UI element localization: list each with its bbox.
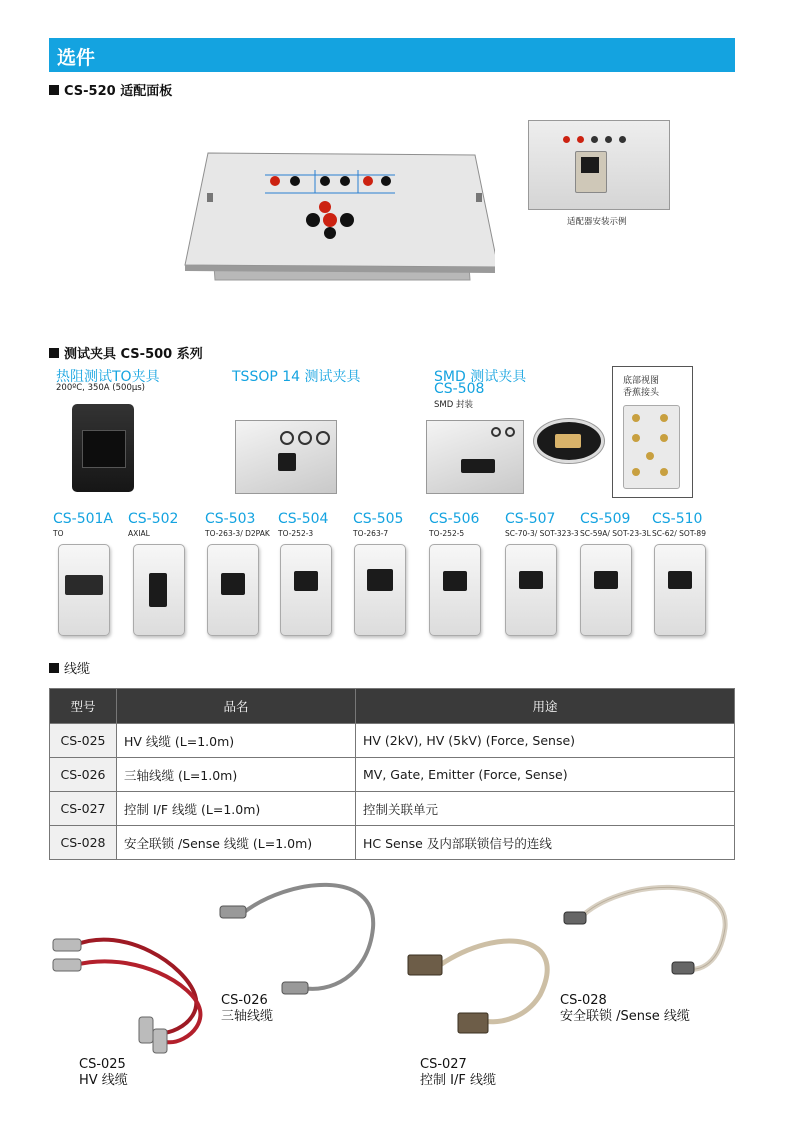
bottom-view-line2: 香蕉接头 — [623, 388, 660, 398]
section-banner — [49, 38, 735, 72]
col-header-name: 品名 — [117, 689, 356, 724]
cell-name: 控制 I/F 线缆 (L=1.0m) — [117, 792, 356, 826]
cable-label-model: CS-027 — [420, 1057, 467, 1072]
fixture-image-cs510 — [654, 544, 706, 636]
adapter-install-example-image — [528, 120, 670, 210]
fixture-sub-cs501a: TO — [53, 529, 64, 538]
cable-label-name: 控制 I/F 线缆 — [420, 1073, 496, 1088]
cell-name: 三轴线缆 (L=1.0m) — [117, 758, 356, 792]
section-heading-text: 线缆 — [64, 662, 91, 677]
fixture-model-cs503: CS-503 — [205, 511, 256, 527]
fixture-model-cs510: CS-510 — [652, 511, 703, 527]
fixture-title-smd: SMD 测试夹具 — [434, 369, 527, 385]
fixture-sub-cs506: TO-252-5 — [429, 529, 465, 538]
col-header-usage: 用途 — [356, 689, 735, 724]
col-header-model: 型号 — [50, 689, 117, 724]
tssop-fixture-image — [235, 420, 337, 494]
square-bullet-icon — [49, 348, 59, 358]
fixture-sub-cs509: SC-59A/ SOT-23-3L — [580, 529, 651, 538]
fixture-image-cs505 — [354, 544, 406, 636]
fixture-image-cs507 — [505, 544, 557, 636]
fixture-model-cs501a: CS-501A — [53, 511, 114, 527]
cell-usage: MV, Gate, Emitter (Force, Sense) — [356, 758, 735, 792]
adapter-caption: 适配器安装示例 — [567, 217, 627, 227]
fixture-sub-thermal: 200ºC, 350A (500μs) — [56, 383, 146, 393]
table-row — [50, 792, 735, 826]
table-header-row — [50, 689, 735, 724]
banner-title: 选件 — [57, 47, 96, 69]
cell-model: CS-026 — [50, 758, 117, 792]
fixture-sub-cs505: TO-263-7 — [353, 529, 389, 538]
cable-label-cs027 — [420, 1057, 496, 1089]
fixture-model-cs505: CS-505 — [353, 511, 404, 527]
cell-name: HV 线缆 (L=1.0m) — [117, 724, 356, 758]
cable-label-model: CS-026 — [221, 993, 268, 1008]
section-heading-adapter — [49, 80, 172, 99]
section-heading-text: 测试夹具 CS-500 系列 — [64, 347, 203, 362]
section-heading-fixtures — [49, 343, 203, 362]
table-row — [50, 724, 735, 758]
cable-label-cs025 — [79, 1057, 128, 1089]
cell-model: CS-028 — [50, 826, 117, 860]
fixture-title-smd-model: CS-508 — [434, 381, 485, 397]
banana-plug-image — [623, 405, 680, 489]
fixture-model-cs509: CS-509 — [580, 511, 631, 527]
square-bullet-icon — [49, 85, 59, 95]
fixture-image-cs501a — [58, 544, 110, 636]
cell-model: CS-025 — [50, 724, 117, 758]
cell-usage: HV (2kV), HV (5kV) (Force, Sense) — [356, 724, 735, 758]
cable-image-cs026 — [218, 868, 388, 1008]
fixture-image-cs509 — [580, 544, 632, 636]
cable-image-cs028 — [560, 878, 735, 998]
fixture-sub-cs502: AXIAL — [128, 529, 150, 538]
fixture-sub-cs510: SC-62/ SOT-89 — [652, 529, 706, 538]
adapter-panel-image — [180, 125, 495, 310]
fixture-image-cs506 — [429, 544, 481, 636]
table-row — [50, 758, 735, 792]
square-bullet-icon — [49, 663, 59, 673]
cable-label-model: CS-028 — [560, 993, 607, 1008]
fixture-sub-smd: SMD 封装 — [434, 400, 473, 410]
cell-name: 安全联锁 /Sense 线缆 (L=1.0m) — [117, 826, 356, 860]
fixture-image-cs502 — [133, 544, 185, 636]
fixture-sub-cs507: SC-70-3/ SOT-323-3 — [505, 529, 579, 538]
cable-label-cs026 — [221, 993, 273, 1025]
cable-label-cs028 — [560, 993, 690, 1025]
cell-usage: HC Sense 及内部联锁信号的连线 — [356, 826, 735, 860]
table-row — [50, 826, 735, 860]
section-heading-text: CS-520 适配面板 — [64, 84, 173, 99]
fixture-title-tssop: TSSOP 14 测试夹具 — [232, 369, 361, 385]
fixture-model-cs502: CS-502 — [128, 511, 179, 527]
cable-label-name: 安全联锁 /Sense 线缆 — [560, 1009, 690, 1024]
fixture-sub-cs504: TO-252-3 — [278, 529, 314, 538]
cell-usage: 控制关联单元 — [356, 792, 735, 826]
fixture-image-cs503 — [207, 544, 259, 636]
cable-label-model: CS-025 — [79, 1057, 126, 1072]
fixture-model-cs504: CS-504 — [278, 511, 329, 527]
bottom-view-box — [612, 366, 693, 498]
cell-model: CS-027 — [50, 792, 117, 826]
cable-label-name: HV 线缆 — [79, 1073, 128, 1088]
fixture-model-cs507: CS-507 — [505, 511, 556, 527]
cable-image-cs027 — [400, 925, 560, 1050]
cable-label-name: 三轴线缆 — [221, 1009, 274, 1024]
bottom-view-line1: 底部视图 — [623, 376, 660, 386]
cable-image-cs025 — [45, 905, 215, 1055]
fixture-sub-cs503: TO-263-3/ D2PAK — [205, 529, 270, 538]
section-heading-cables — [49, 658, 90, 677]
fixture-image-cs504 — [280, 544, 332, 636]
cable-table — [49, 688, 735, 860]
fixture-model-cs506: CS-506 — [429, 511, 480, 527]
thermal-fixture-image — [72, 404, 134, 492]
smd-fixture-image — [426, 420, 524, 494]
smd-zoom-image — [534, 419, 604, 463]
fixture-title-thermal: 热阻测试TO夹具 — [56, 369, 160, 385]
